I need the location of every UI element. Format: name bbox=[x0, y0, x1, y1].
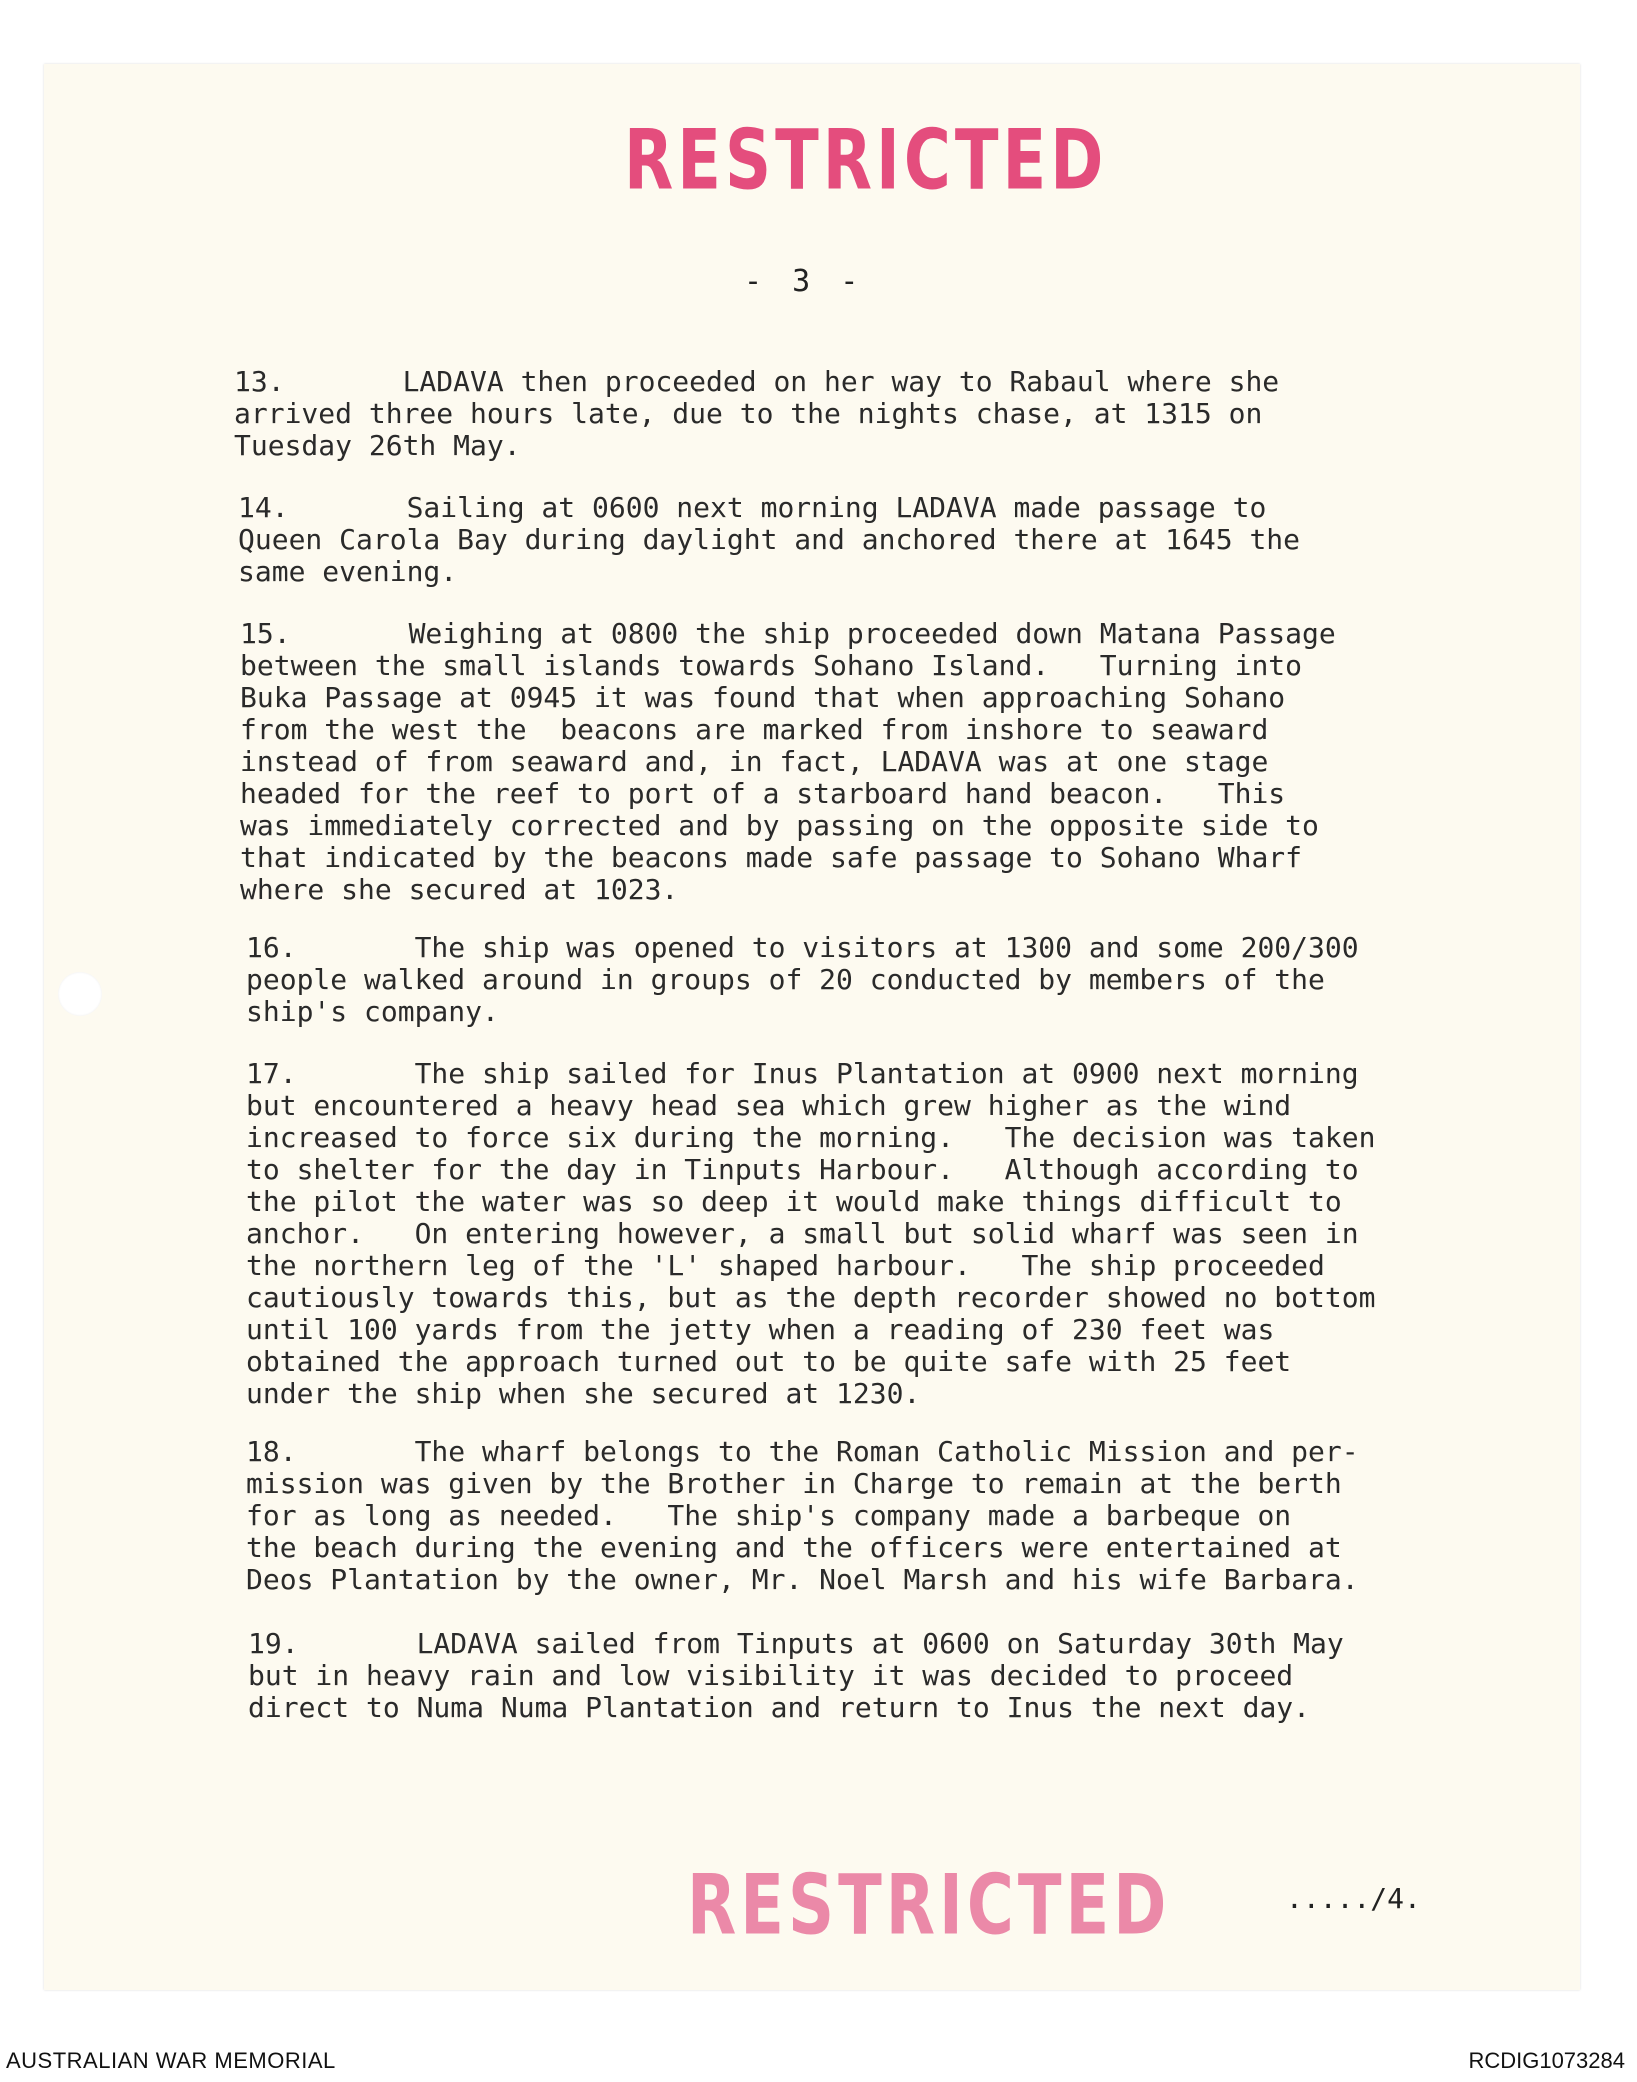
footer-archive-name: AUSTRALIAN WAR MEMORIAL bbox=[6, 2048, 336, 2073]
restricted-stamp-top: RESTRICTED bbox=[624, 112, 1108, 210]
restricted-stamp-bottom: RESTRICTED bbox=[687, 1857, 1171, 1955]
footer-record-id: RCDIG1073284 bbox=[1468, 2048, 1625, 2073]
paragraph-17: 17. The ship sailed for Inus Plantation at 0900 next morning but encountered a heavy head sea which grew higher as the wind increased to force six during the morning. The decision was taken to shelter for the day in Tinputs Harbour. Although according to the pilot the water was so deep it would make things difficult to anchor. On entering however, a small but solid wharf was seen in the northern leg of the 'L' shaped harbour. The ship proceeded cautiously towards this, but as the depth recorder showed no bottom until 100 yards from the jetty when a reading of 230 feet was obtained the approach turned out to be quite safe with 25 feet under the ship when she secured at 1230. bbox=[246, 1057, 1376, 1410]
paragraph-14: 14. Sailing at 0600 next morning LADAVA made passage to Queen Carola Bay during daylight and anchored there at 1645 the same evening. bbox=[238, 491, 1301, 588]
continued-marker: ...../4. bbox=[1286, 1882, 1421, 1915]
paragraph-18: 18. The wharf belongs to the Roman Catholic Mission and per- mission was given by the Brother in Charge to remain at the berth for as long as needed. The ship's company made a barbeque on the beach during the evening and the officers were entertained at Deos Plantation by the owner, Mr. Noel Marsh and his wife Barbara. bbox=[246, 1435, 1359, 1596]
paragraph-13: 13. LADAVA then proceeded on her way to Rabaul where she arrived three hours late, due to the nights chase, at 1315 on Tuesday 26th May. bbox=[234, 365, 1280, 462]
paragraph-16: 16. The ship was opened to visitors at 1300 and some 200/300 people walked around in groups of 20 conducted by members of the ship's company. bbox=[246, 931, 1359, 1028]
page-number: - 3 - bbox=[744, 264, 865, 299]
paragraph-15: 15. Weighing at 0800 the ship proceeded down Matana Passage between the small islands towards Sohano Island. Turning into Buka Passage at 0945 it was found that when approaching Sohano from the west the beacons are marked from inshore to seaward instead of from seaward and, in fact, LADAVA was at one stage headed for the reef to port of a starboard hand beacon. This was immediately corrected and by passing on the opposite side to that indicated by the beacons made safe passage to Sohano Wharf where she secured at 1023. bbox=[240, 617, 1336, 906]
paragraph-19: 19. LADAVA sailed from Tinputs at 0600 on Saturday 30th May but in heavy rain and low visibility it was decided to proceed direct to Numa Numa Plantation and return to Inus the next day. bbox=[248, 1627, 1344, 1724]
document-page bbox=[44, 64, 1580, 1990]
punch-hole bbox=[58, 972, 102, 1016]
